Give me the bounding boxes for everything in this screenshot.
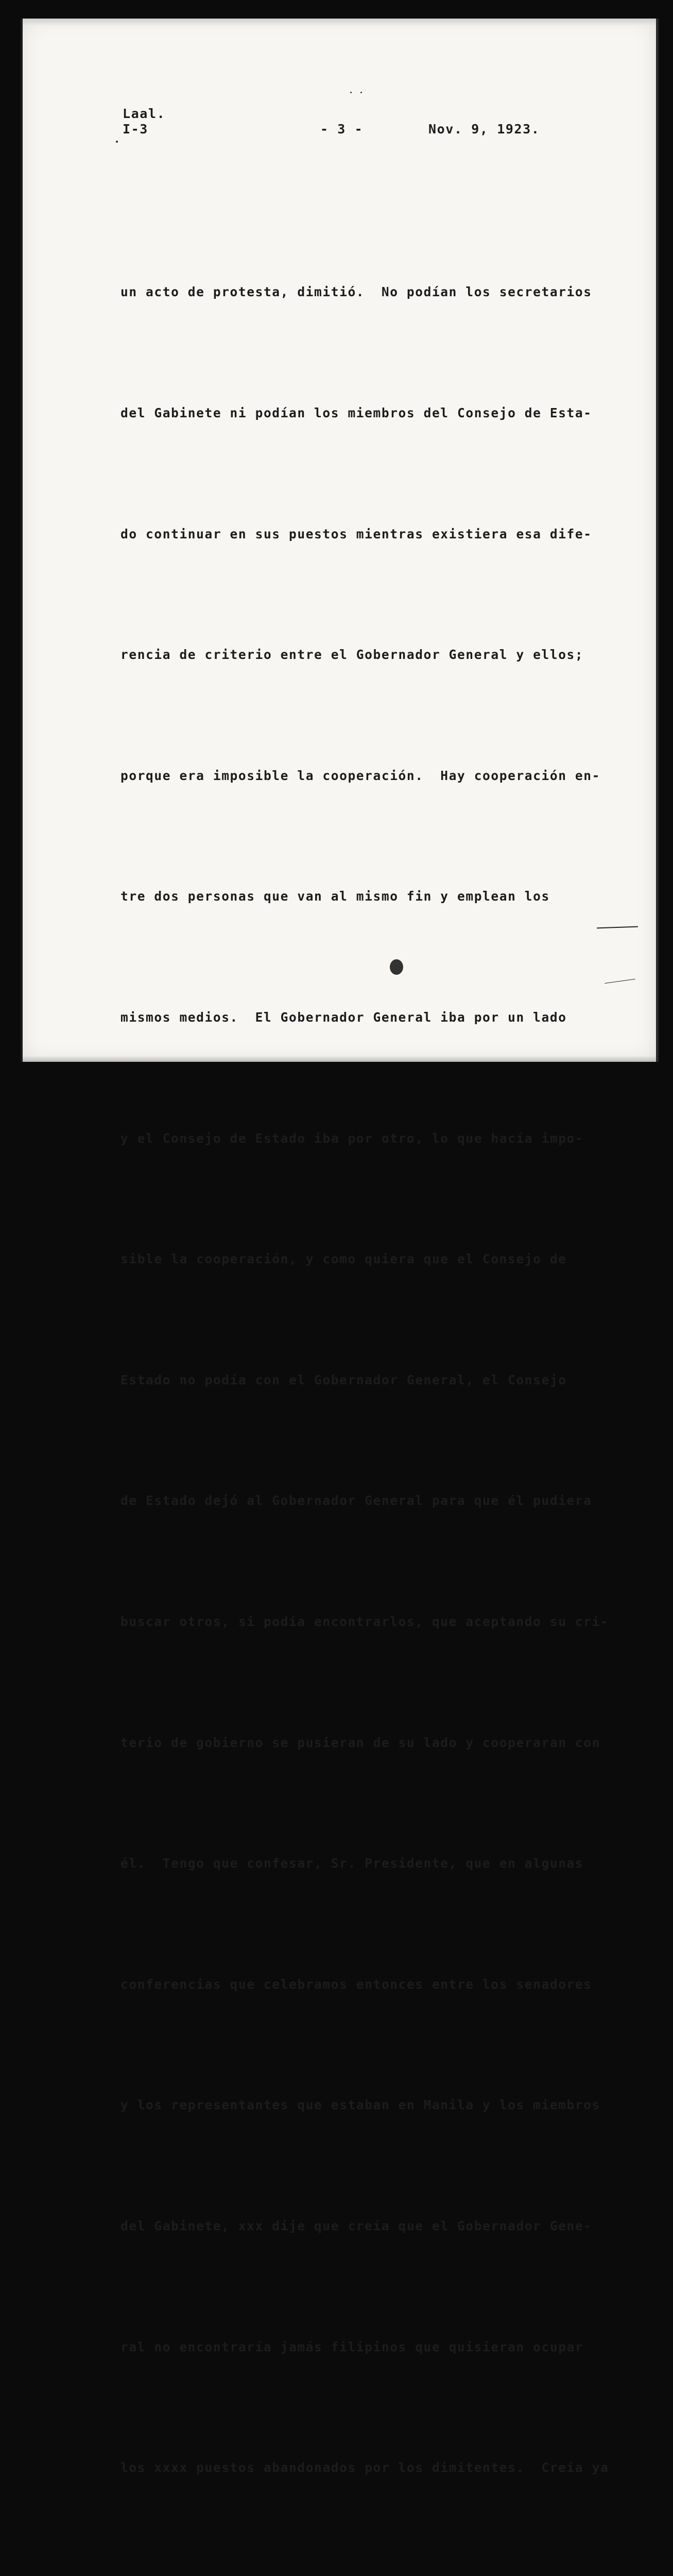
header-code: I-3 — [123, 122, 148, 137]
text-line: do continuar en sus puestos mientras existiera esa dife- — [120, 526, 592, 541]
text-line: sible la cooperación, y como quiera que el Consejo de — [120, 1251, 567, 1267]
ink-speck — [360, 92, 362, 93]
page-number: - 3 - — [320, 122, 364, 137]
text-line: porque era imposible la cooperación. Hay cooperación en- — [120, 768, 600, 783]
text-line: buscar otros, si podía encontrarlos, que aceptando su cri- — [120, 1614, 609, 1629]
text-line: ral no encontraría jamás filipinos que quisieran ocupar — [120, 2339, 584, 2354]
text-line: y los representantes que estaban en Manila y los miembros — [120, 2097, 600, 2113]
text-line: un acto de protesta, dimitió. No podían los secretarios — [120, 284, 592, 300]
edge-mark — [605, 979, 635, 984]
text-line: terio de gobierno se pusieran de su lado y cooperaran con — [120, 1735, 600, 1750]
text-line: del Gabinete ni podían los miembros del Consejo de Esta- — [120, 405, 592, 420]
text-line: de Estado dejó al Gobernador General para que él pudiera — [120, 1493, 592, 1509]
text-line: del Gabinete, xxx dije que creía que el Gobernador Gene- — [120, 2218, 592, 2233]
text-line: y el Consejo de Estado iba por otro, lo que hacía impo- — [120, 1130, 584, 1146]
text-line — [120, 2569, 609, 2576]
header-date: Nov. 9, 1923. — [428, 122, 540, 137]
text-line: conferencias que celebramos entonces entre los senadores — [120, 1976, 592, 1992]
text-line: rencia de criterio entre el Gobernador General y ellos; — [120, 647, 584, 663]
header-name: Laal. — [123, 106, 166, 121]
text-line: él. Tengo que confesar, Sr. Presidente, que en algunas — [120, 1856, 584, 1871]
ink-blot — [390, 959, 403, 975]
text-line: mismos medios. El Gobernador General iba por un lado — [120, 1009, 567, 1025]
text-line: los xxxx puestos abandonados por los dimitentes. Creía ya — [120, 2460, 609, 2476]
ink-speck — [350, 92, 352, 93]
ink-speck — [116, 141, 118, 143]
text-line: tre dos personas que van al mismo fin y emplean los — [120, 889, 550, 904]
text-line: Estado no podía con el Gobernador General, el Consejo — [120, 1372, 567, 1387]
body-text — [120, 192, 609, 2576]
